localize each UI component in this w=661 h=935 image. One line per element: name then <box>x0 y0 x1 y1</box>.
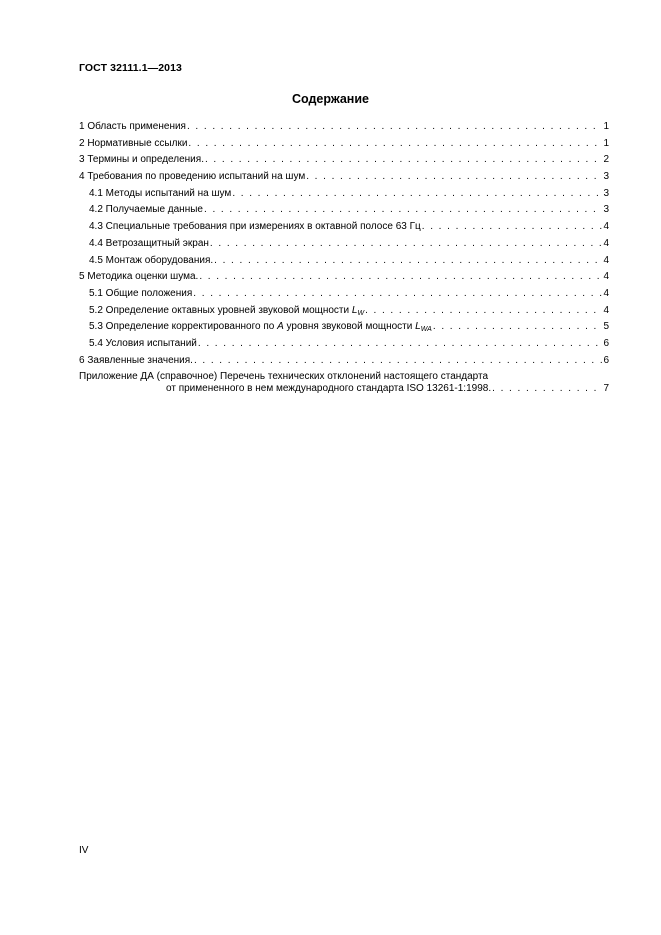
toc-leader-dots <box>193 288 602 300</box>
toc-entry-label: 5 Методика оценки шума. <box>79 271 199 283</box>
toc-leader-dots <box>199 271 602 283</box>
toc-entry-label: 3 Термины и определения. <box>79 154 204 166</box>
toc-subentry[interactable] <box>79 338 609 355</box>
toc-page-number: 4 <box>603 254 609 266</box>
toc-entry-text: 5.3 Определение корректированного по <box>89 321 275 333</box>
toc-subentry[interactable] <box>79 305 609 322</box>
toc-entry-label: 1 Область применения <box>79 121 186 132</box>
appendix-title-line2-row <box>79 383 609 396</box>
toc-page-number: 1 <box>603 121 609 132</box>
table-of-contents <box>79 121 609 396</box>
toc-leader-dots <box>187 121 602 133</box>
toc-page-number: 4 <box>603 237 609 249</box>
toc-page-number: 3 <box>603 187 609 199</box>
symbol-subscript: WA <box>420 326 432 334</box>
toc-entry-text: 5.2 Определение октавных уровней звуковой мощности <box>89 304 350 316</box>
toc-leader-dots <box>422 221 602 233</box>
toc-entry[interactable] <box>79 355 609 372</box>
toc-page-number: 6 <box>603 354 609 366</box>
italic-letter-a: A <box>277 321 284 333</box>
toc-entry-label: 5.1 Общие положения <box>89 287 193 299</box>
document-id: ГОСТ 32111.1—2013 <box>79 62 182 74</box>
toc-subentry[interactable] <box>79 221 609 238</box>
toc-leader-dots <box>306 171 602 183</box>
toc-entry[interactable] <box>79 154 609 171</box>
toc-entry[interactable] <box>79 121 609 138</box>
toc-page-number: 4 <box>603 221 609 233</box>
toc-entry-label: 4.4 Ветрозащитный экран <box>89 237 209 249</box>
toc-subentry[interactable] <box>79 204 609 221</box>
symbol-l: L <box>415 321 421 333</box>
toc-page-number: 5 <box>603 321 609 333</box>
toc-page-number: 4 <box>603 304 609 316</box>
symbol-l: L <box>351 304 358 316</box>
toc-entry-label: 4.5 Монтаж оборудования. <box>89 254 214 266</box>
toc-leader-dots <box>210 238 602 250</box>
toc-subentry[interactable] <box>79 188 609 205</box>
toc-entry-text-rest: уровня звуковой мощности <box>286 321 413 333</box>
toc-entry-label: 5.4 Условия испытаний <box>89 337 197 349</box>
toc-entry-label: 6 Заявленные значения. <box>79 354 193 366</box>
toc-leader-dots <box>492 383 602 395</box>
appendix-title-line1: Приложение ДА (справочное) Перечень технических отклонений настоящего стандарта <box>79 371 489 383</box>
toc-page-number: 3 <box>603 171 609 183</box>
toc-entry-label <box>89 321 432 336</box>
toc-page-number: 3 <box>603 204 609 216</box>
toc-page-number: 4 <box>603 287 609 299</box>
toc-entry-label: 4.1 Методы испытаний на шум <box>89 187 232 199</box>
toc-entry[interactable] <box>79 138 609 155</box>
toc-leader-dots <box>205 154 602 166</box>
toc-entry-label: 2 Нормативные ссылки <box>79 137 188 149</box>
toc-leader-dots <box>204 204 602 216</box>
toc-leader-dots <box>194 355 602 367</box>
toc-appendix-entry[interactable] <box>79 371 609 396</box>
toc-subentry[interactable] <box>79 255 609 272</box>
toc-title: Содержание <box>291 92 369 106</box>
toc-page-number: 2 <box>603 154 609 166</box>
toc-entry[interactable] <box>79 271 609 288</box>
toc-page-number: 6 <box>603 337 609 349</box>
toc-subentry[interactable] <box>79 238 609 255</box>
toc-entry-label: 4.3 Специальные требования при измерениях в октавной полосе 63 Гц <box>89 221 421 233</box>
toc-leader-dots <box>214 255 602 267</box>
appendix-title-line2: от примененного в нем международного стандарта ISO 13261-1:1998. <box>166 383 492 395</box>
page-number-roman: IV <box>79 845 89 856</box>
toc-entry-label <box>89 305 364 320</box>
toc-leader-dots <box>365 305 602 317</box>
toc-subentry[interactable] <box>79 288 609 305</box>
toc-page-number: 4 <box>603 271 609 283</box>
toc-page-number: 1 <box>603 137 609 149</box>
symbol-subscript: W <box>357 309 365 317</box>
toc-entry-label: 4 Требования по проведению испытаний на шум <box>79 171 306 183</box>
toc-leader-dots <box>232 188 602 200</box>
toc-leader-dots <box>198 338 602 350</box>
toc-entry[interactable] <box>79 171 609 188</box>
toc-subentry[interactable] <box>79 321 609 338</box>
toc-page-number: 7 <box>603 383 609 395</box>
toc-leader-dots <box>188 138 602 150</box>
toc-entry-label: 4.2 Получаемые данные <box>89 204 203 216</box>
toc-leader-dots <box>433 321 602 333</box>
